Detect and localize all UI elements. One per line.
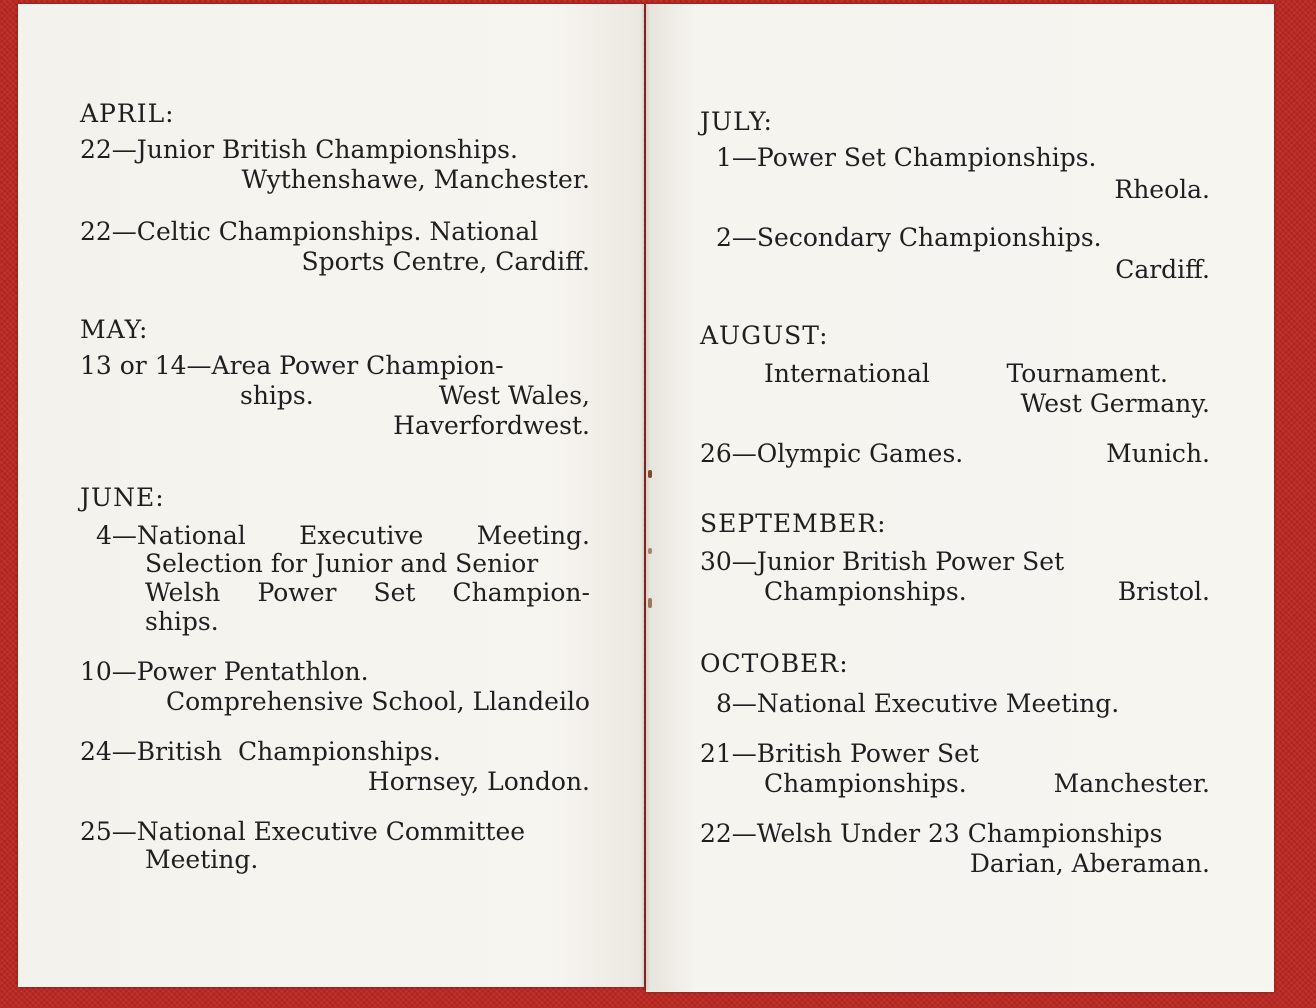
august-entry-2-a: 26—Olympic Games. <box>700 439 964 468</box>
august-entry-1-line-1 <box>764 360 1168 388</box>
october-entry-2-line-2-b: Manchester. <box>1053 769 1210 798</box>
june-entry-1-line-3-b: Power <box>257 578 337 607</box>
september-entry-1-line-2-a: Championships. <box>764 577 967 606</box>
october-entry-1-line-1: 8—National Executive Meeting. <box>716 689 1120 718</box>
june-entry-3-line-2: Hornsey, London. <box>367 767 590 796</box>
june-entry-1-line-4: ships. <box>145 607 219 636</box>
may-entry-1-line-2 <box>240 382 590 410</box>
june-entry-1-line-1-b: Executive <box>299 521 424 550</box>
october-heading: OCTOBER: <box>700 649 849 678</box>
september-entry-1-line-2 <box>764 578 1210 606</box>
june-entry-1-line-1-c: Meeting. <box>476 521 590 550</box>
may-entry-1-line-2-b: West Wales, <box>438 381 590 410</box>
august-entry-1-line-2: West Germany. <box>1020 389 1210 418</box>
september-entry-1-line-1: 30—Junior British Power Set <box>700 547 1065 576</box>
june-entry-1-line-1 <box>96 522 590 550</box>
june-entry-4-line-1: 25—National Executive Committee <box>80 817 526 846</box>
october-entry-3-line-2: Darian, Aberaman. <box>969 849 1210 878</box>
may-entry-1-line-1: 13 or 14—Area Power Champion- <box>80 351 504 380</box>
may-entry-1-line-3: Haverfordwest. <box>393 411 590 440</box>
september-heading: SEPTEMBER: <box>700 509 887 538</box>
august-entry-2-b: Munich. <box>1106 439 1210 468</box>
april-heading: APRIL: <box>80 99 175 128</box>
june-entry-1-line-3-d: Champion- <box>452 578 590 607</box>
october-entry-3-line-1: 22—Welsh Under 23 Championships <box>700 819 1163 848</box>
june-heading: JUNE: <box>80 483 165 512</box>
june-entry-1-line-3-a: Welsh <box>145 578 221 607</box>
august-entry-2 <box>700 440 1210 468</box>
july-entry-1-line-1: 1—Power Set Championships. <box>716 143 1097 172</box>
april-entry-2-line-1: 22—Celtic Championships. National <box>80 217 539 246</box>
staple-mid <box>648 548 652 554</box>
september-entry-1-line-2-b: Bristol. <box>1117 577 1210 606</box>
june-entry-2-line-1: 10—Power Pentathlon. <box>80 657 369 686</box>
staple-top <box>648 470 652 478</box>
july-heading: JULY: <box>700 107 773 136</box>
may-heading: MAY: <box>80 315 149 344</box>
june-entry-4-line-2: Meeting. <box>145 845 259 874</box>
july-entry-1-line-2: Rheola. <box>1114 175 1210 204</box>
june-entry-1-line-3 <box>145 579 590 607</box>
july-entry-2-line-1: 2—Secondary Championships. <box>716 223 1102 252</box>
august-heading: AUGUST: <box>700 321 829 350</box>
june-entry-1-line-2: Selection for Junior and Senior <box>145 549 539 578</box>
booklet-spine <box>640 4 650 990</box>
october-entry-2-line-2-a: Championships. <box>764 769 967 798</box>
june-entry-2-line-2: Comprehensive School, Llandeilo <box>166 687 590 716</box>
october-entry-2-line-1: 21—British Power Set <box>700 739 979 768</box>
may-entry-1-line-2-a: ships. <box>240 381 314 410</box>
october-entry-2-line-2 <box>764 770 1210 798</box>
april-entry-2-line-2: Sports Centre, Cardiff. <box>301 247 590 276</box>
august-entry-1-line-1-a: International <box>764 359 930 388</box>
april-entry-1-line-2: Wythenshawe, Manchester. <box>241 165 590 194</box>
june-entry-1-line-3-c: Set <box>373 578 416 607</box>
april-entry-1-line-1: 22—Junior British Championships. <box>80 135 518 164</box>
august-entry-1-line-1-b: Tournament. <box>1006 359 1168 388</box>
june-entry-3-line-1: 24—British Championships. <box>80 737 441 766</box>
july-entry-2-line-2: Cardiff. <box>1115 255 1210 284</box>
june-entry-1-line-1-a: 4—National <box>96 521 246 550</box>
staple-bottom <box>648 598 652 608</box>
